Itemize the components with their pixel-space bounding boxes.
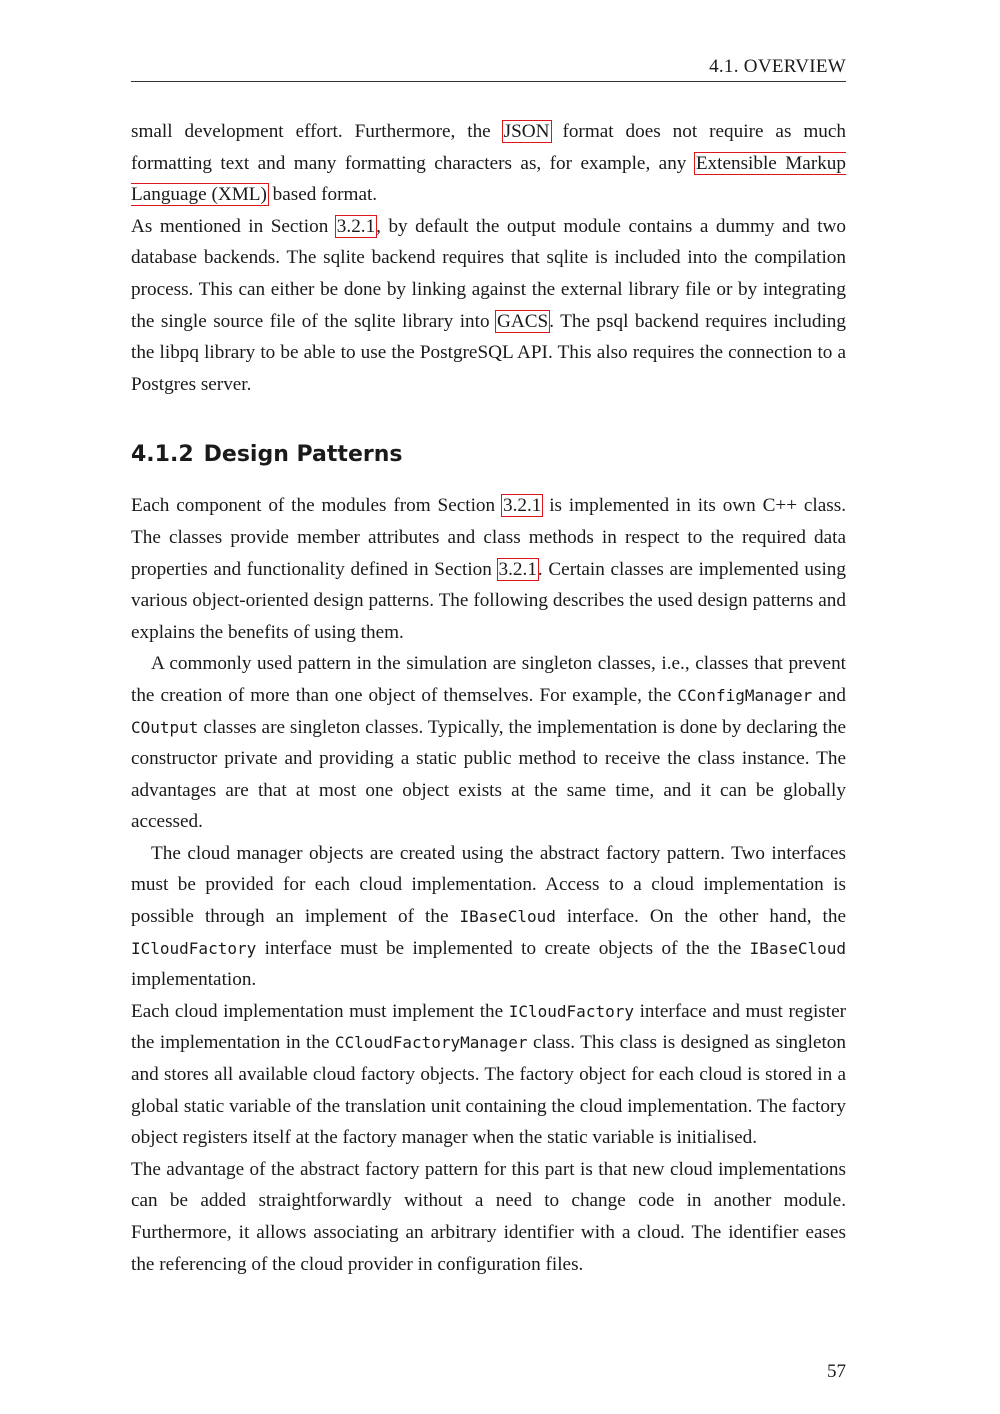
- paragraph-1: [131, 116, 846, 211]
- paragraph-5: [131, 838, 846, 996]
- section-number: 4.1.2: [131, 442, 194, 468]
- glossary-link-json[interactable]: JSON: [503, 121, 550, 142]
- paragraph-2: [131, 211, 846, 401]
- paragraph-text: As mentioned in Section: [131, 215, 336, 237]
- document-page: [131, 0, 846, 1414]
- paragraph-text: , by default the output module contains a dummy and two database backends. The sqlite backend requires that sqlite is included into the compilation process. This can either be done by linking against the external library file or by integrating the single source file of the sqlite library into: [131, 215, 846, 332]
- section-link-3-2-1[interactable]: 3.2.1: [336, 215, 376, 237]
- glossary-link-xml[interactable]: Extensible Markup Language (XML): [131, 152, 846, 206]
- paragraph-text: small development effort. Furthermore, the: [131, 121, 503, 142]
- code-class-name: CCloudFactoryManager: [334, 1033, 528, 1053]
- paragraph-text: Each cloud implementation must implement the: [131, 1000, 509, 1022]
- code-class-name: ICloudFactory: [508, 1001, 634, 1021]
- paragraph-text: The cloud manager objects are created using the abstract factory pattern. Two interfaces must be provided for each cloud implementation. Access to a cloud implementation is possible through an implement of the: [131, 842, 846, 928]
- paragraph-text: is implemented in its own C++ class. The classes provide member attributes and class methods in respect to the required data properties and functionality defined in Section: [131, 495, 847, 580]
- paragraph-text: Each component of the modules from Section: [131, 495, 502, 517]
- running-header: [131, 56, 846, 82]
- paragraph-text: class. This class is designed as singleton and stores all available cloud factory objects. The factory object for each cloud is stored in a global static variable of the translation unit containing the cloud implementation. The factory object registers itself at the factory manager when the static variable is initialised.: [131, 1032, 846, 1149]
- body-text: [131, 116, 846, 1280]
- paragraph-text: . The psql backend requires including the libpq library to be able to use the PostgreSQL API. This also requires the connection to a Postgres server.: [131, 310, 846, 395]
- code-class-name: CConfigManager: [677, 685, 813, 705]
- code-class-name: COutput: [131, 717, 199, 737]
- paragraph-3: [131, 490, 846, 648]
- glossary-link-gacs[interactable]: GACS: [497, 310, 549, 332]
- section-title: Design Patterns: [203, 442, 403, 468]
- page-number: 57: [827, 1361, 846, 1382]
- paragraph-text: interface. On the other hand, the: [555, 906, 846, 928]
- paragraph-text: based format.: [267, 184, 378, 206]
- section-link-3-2-1[interactable]: 3.2.1: [502, 495, 542, 517]
- paragraph-7: [131, 1154, 846, 1280]
- paragraph-text: . Certain classes are implemented using various object-oriented design patterns. The following describes the used design patterns and explains the benefits of using them.: [131, 558, 846, 643]
- paragraph-text: format does not require as much formatting text and many formatting characters as, for example, any: [131, 121, 846, 174]
- code-class-name: ICloudFactory: [131, 938, 257, 958]
- section-link-3-2-1[interactable]: 3.2.1: [498, 558, 537, 580]
- section-heading: [131, 440, 846, 470]
- paragraph-text: interface and must register the implementation in the: [131, 1000, 846, 1054]
- code-class-name: IBaseCloud: [459, 907, 556, 927]
- paragraph-text: implementation.: [131, 969, 257, 991]
- paragraph-text: and: [812, 684, 846, 706]
- paragraph-text: interface must be implemented to create objects of the the: [256, 937, 750, 959]
- paragraph-text: The advantage of the abstract factory pattern for this part is that new cloud implementations can be added straightforwardly without a need to change code in another module. Furthermore, it allows associating an arbitrary identifier with a cloud. The identifier eases the referencing of the cloud provider in configuration files.: [131, 1158, 846, 1275]
- paragraph-text: classes are singleton classes. Typically, the implementation is done by declaring the constructor private and providing a static public method to receive the class instance. The advantages are that at most one object exists at the same time, and it can be globally accessed.: [131, 716, 846, 833]
- code-class-name: IBaseCloud: [749, 938, 846, 958]
- paragraph-6: [131, 996, 846, 1154]
- paragraph-4: [131, 648, 846, 838]
- running-header-title: 4.1. OVERVIEW: [709, 56, 846, 77]
- paragraph-text: A commonly used pattern in the simulation are singleton classes, i.e., classes that prevent the creation of more than one object of themselves. For example, the: [131, 653, 846, 706]
